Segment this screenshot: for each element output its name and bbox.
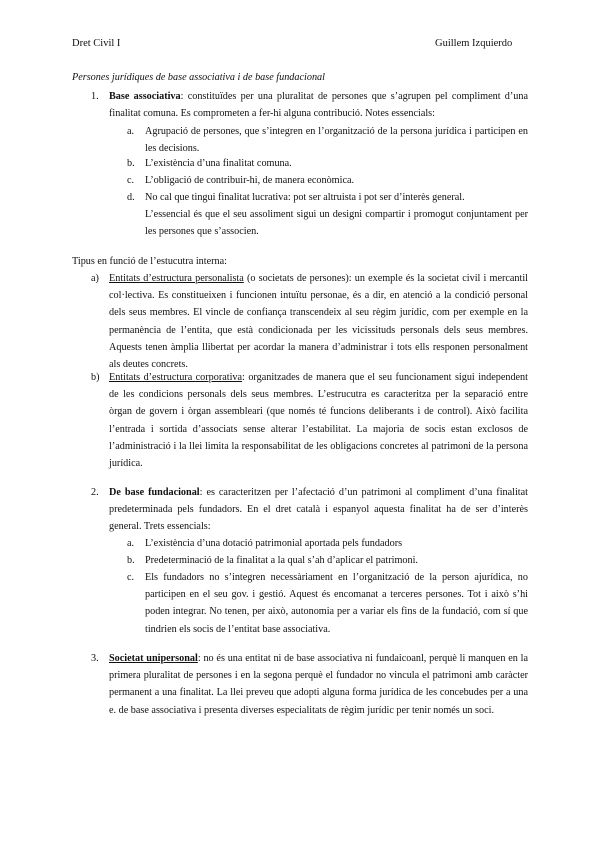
s2-item-b: Predeterminació de la finalitat a la qual s’ah d’aplicar el patrimoni. [145, 555, 418, 566]
header-left: Dret Civil I [72, 38, 121, 49]
s1-paragraph [109, 88, 528, 122]
s2-paragraph [109, 484, 528, 536]
s1-term: Base associativa [109, 91, 181, 102]
s2-item-b-label: b. [127, 555, 135, 566]
s2-item-a: L’existència d’una dotació patrimonial aportada pels fundadors [145, 538, 403, 549]
s1-item-c: L’obligació de contribuir-hi, de manera econòmica. [145, 175, 355, 186]
section-title: Persones jurídiques de base associativa i de base fundacional [72, 72, 325, 83]
s1-item-d: No cal que tingui finalitat lucrativa: pot ser altruista i pot ser d’interès general. [145, 192, 465, 203]
s1-item-a: Agrupació de persones, que s’integren en l’organització de la persona jurídica i participen en les decisions. [145, 126, 528, 155]
tipus-b-paragraph [109, 369, 528, 472]
s2-term: De base fundacional [109, 487, 200, 498]
tipus-a-label: a) [91, 273, 99, 284]
s2-item-a-label: a. [127, 538, 135, 549]
s3-term: Societat unipersonal [109, 653, 198, 664]
s2-text: : es caracteritzen per l’afectació d’un patrimoni al compliment d’una finalitat predeterminada pels fundadors. En el dret català i espanyol aquesta finalitat ha de ser d’interès general. Trets essencials: [109, 487, 528, 533]
tipus-b-label: b) [91, 372, 100, 383]
s1-item-c-label: c. [127, 175, 135, 186]
s1-item-b: L’existència d’una finalitat comuna. [145, 158, 292, 169]
s2-item-c-label: c. [127, 572, 135, 583]
s3-paragraph [109, 650, 528, 719]
s3-text: : no és una entitat ni de base associativa ni fundaicoanl, perquè li manquen en la primera pluralitat de persones i en la segona perquè el fundador no vincula el patrimoni amb caràcter permanent a una finalitat. La llei preveu que adopti alguna forma jurídica de les concebudes per a una e. de base associativa i presenta diverses especialitats de règim jurídic per tenir només un soci. [109, 653, 528, 716]
tipus-a-text: (o societats de persones): un exemple és la societat civil i mercantil col·lectiva. Es constitueixen i funcionen intuïtu personae, és a dir, en atenció a la condició personal dels seus membres. El vincle de confiança transcendeix al seu règim jurídic, com per exemple en la permanència de l’entita, que està condicionada per les vicissituds personals dels seus membres. Aquests tenen àmplia llibertat per acordar la manera d’administrar i tots ells responen personalment als deutes concrets. [109, 273, 529, 371]
s1-number: 1. [91, 91, 99, 102]
tipus-b-term: Entitats d’estructura corporativa [109, 372, 243, 383]
s2-number: 2. [91, 487, 99, 498]
s2-item-c: Els fundadors no s’integren necessàriament en l’organització de la person ajurídica, no participen en el seu gov. i gestió. Aquest és encomanat a terceres persones. Tot i això s’hi poden integrar. No tenen, per això, autonomia per a variar els fins de la fundació, com sí que tindrien els socis de l’entitat base associativa. [145, 572, 528, 635]
tipus-a-paragraph [109, 270, 528, 373]
s1-item-d-label: d. [127, 192, 135, 203]
tipus-b-text: : organitzades de manera que el seu funcionament sigui independent de les condicions personals dels seus membres. L’estrucutra es caracteritza per la separació entre òrgan de govern i òrgan assembleari (que només té funcions deliberants i de control). Això facilita l’entrada i sortida d’associats sense alterar l’estabilitat. La majoria de socis estan exclosos de l’administració i la llei limita la responsabilitat de les obligacions concretes al patrimoni de la persona jurídica. [109, 372, 528, 470]
tipus-a-term: Entitats d’estructura personalista [109, 273, 244, 284]
s1-note: L’essencial és que el seu assoliment sigui un designi compartir i promogut conjuntament per les persones que s’associen. [145, 209, 528, 238]
s3-number: 3. [91, 653, 99, 664]
tipus-intro: Tipus en funció de l’estucutra interna: [72, 256, 227, 267]
s1-text: : constituïdes per una pluralitat de persones que s’agrupen pel compliment d’una finalitat comuna. Es comprometen a fer-hi alguna contribució. Notes essencials: [109, 91, 528, 120]
s1-item-b-label: b. [127, 158, 135, 169]
header-right: Guillem Izquierdo [435, 38, 513, 49]
s1-item-a-label: a. [127, 126, 135, 137]
